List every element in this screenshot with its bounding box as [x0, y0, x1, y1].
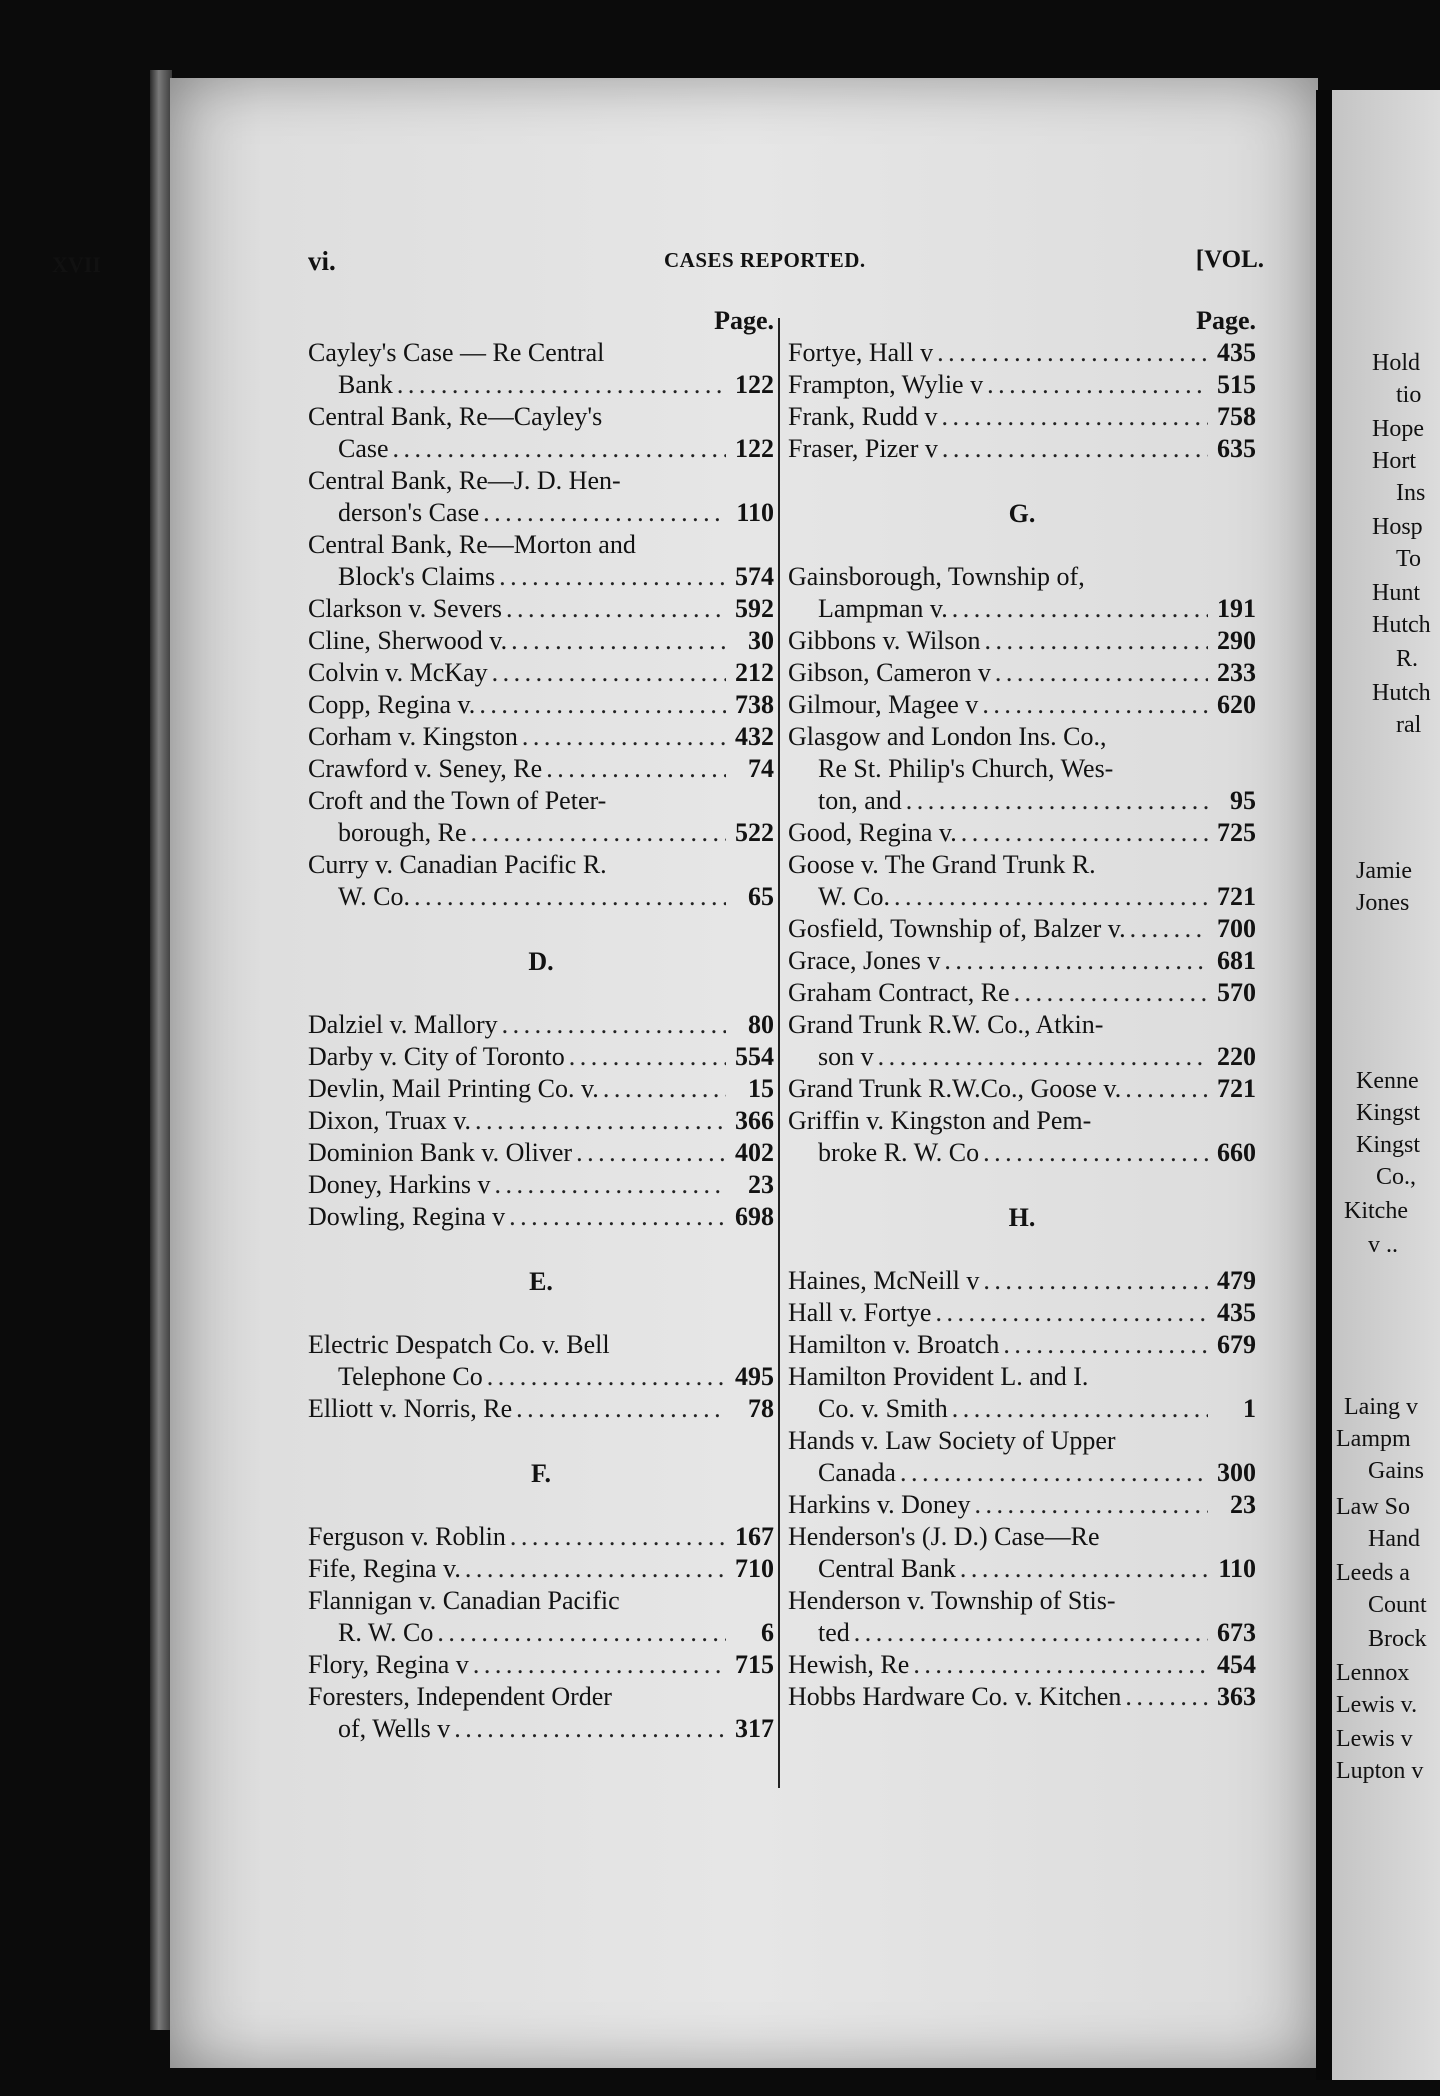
- facing-page-fragment: Laing v: [1344, 1394, 1418, 1420]
- case-name-text: Central Bank, Re—Morton and: [308, 530, 636, 559]
- facing-page-fragment: Lupton v: [1336, 1758, 1424, 1784]
- case-name-text: Curry v. Canadian Pacific R.: [308, 850, 607, 879]
- page-reference: 220: [1217, 1042, 1256, 1071]
- case-name-text: Central Bank, Re—J. D. Hen-: [308, 466, 621, 495]
- index-entry: [788, 946, 1256, 978]
- case-name-text: Henderson v. Township of Stis-: [788, 1586, 1116, 1615]
- leader-dots: [479, 690, 726, 720]
- facing-page-fragment: Hutch: [1372, 680, 1431, 706]
- page-reference: 30: [748, 626, 774, 655]
- case-name-text: W. Co.: [818, 882, 890, 911]
- leader-dots: [878, 1042, 1208, 1072]
- index-entry: [788, 914, 1256, 946]
- leader-dots: [942, 402, 1209, 432]
- case-name-text: Henderson's (J. D.) Case—Re: [788, 1522, 1100, 1551]
- case-name-text: Crawford v. Seney, Re: [308, 754, 543, 783]
- index-entry: [308, 1202, 774, 1234]
- leader-dots: [511, 626, 726, 656]
- index-entry: [308, 1586, 774, 1650]
- column-divider: [778, 318, 780, 1788]
- leader-dots: [546, 754, 726, 784]
- leader-dots: [937, 338, 1208, 368]
- facing-page-fragment: Brock: [1368, 1626, 1427, 1652]
- index-entry: [308, 626, 774, 658]
- case-name-text: Good, Regina v.: [788, 818, 957, 847]
- index-entry: [308, 1042, 774, 1074]
- right-index-column: [788, 306, 1256, 1714]
- page-reference: 191: [1217, 594, 1256, 623]
- book-binding-edge: [150, 70, 172, 2030]
- facing-page-fragment: Count: [1368, 1592, 1427, 1618]
- case-name-text: Harkins v. Doney: [788, 1490, 971, 1519]
- case-name-text: Dalziel v. Mallory: [308, 1010, 498, 1039]
- left-index-column: [308, 306, 774, 1746]
- leader-dots: [437, 1618, 726, 1648]
- leader-dots: [499, 562, 726, 592]
- case-name-text: Frank, Rudd v: [788, 402, 938, 431]
- index-entry: [788, 626, 1256, 658]
- page-reference: 15: [748, 1074, 774, 1103]
- leader-dots: [492, 658, 726, 688]
- leader-dots: [494, 1170, 726, 1200]
- facing-page-fragment: Hosp: [1372, 514, 1423, 540]
- page-reference: 673: [1217, 1618, 1256, 1647]
- index-entry: [788, 1650, 1256, 1682]
- case-name-text: Flory, Regina v: [308, 1650, 469, 1679]
- case-name-text: Grace, Jones v: [788, 946, 941, 975]
- leader-dots: [569, 1042, 726, 1072]
- leader-dots: [471, 818, 726, 848]
- page-reference: 435: [1217, 338, 1256, 367]
- page-gutter: [1316, 90, 1332, 2080]
- page-reference: 432: [735, 722, 774, 751]
- page-reference: 592: [735, 594, 774, 623]
- case-name-text: Fortye, Hall v: [788, 338, 934, 367]
- index-entry: [308, 1394, 774, 1426]
- facing-page-fragment: To: [1396, 546, 1421, 572]
- case-name-text: Hobbs Hardware Co. v. Kitchen: [788, 1682, 1122, 1711]
- case-name-text: Case: [338, 434, 389, 463]
- index-entry: [788, 1010, 1256, 1074]
- case-name-text: Re St. Philip's Church, Wes-: [818, 754, 1114, 783]
- page-reference: 6: [761, 1618, 774, 1647]
- index-entry: [788, 1074, 1256, 1106]
- case-name-text: Hewish, Re: [788, 1650, 910, 1679]
- leader-dots: [982, 690, 1208, 720]
- case-name-text: Fraser, Pizer v: [788, 434, 938, 463]
- facing-page-fragment: Ins: [1396, 480, 1426, 506]
- facing-page-fragment: Hope: [1372, 416, 1424, 442]
- case-name-text: derson's Case: [338, 498, 480, 527]
- case-name-text: Lampman v.: [818, 594, 948, 623]
- case-name-text: ton, and: [818, 786, 902, 815]
- case-name-text: Graham Contract, Re: [788, 978, 1010, 1007]
- leader-dots: [576, 1138, 726, 1168]
- index-entry: [308, 1522, 774, 1554]
- leader-dots: [987, 370, 1208, 400]
- case-name-text: Dowling, Regina v: [308, 1202, 506, 1231]
- index-entry: [308, 850, 774, 914]
- page-reference: 679: [1217, 1330, 1256, 1359]
- index-entry: [788, 978, 1256, 1010]
- leader-dots: [935, 1298, 1208, 1328]
- case-name-text: R. W. Co: [338, 1618, 434, 1647]
- case-name-text: Griffin v. Kingston and Pem-: [788, 1106, 1092, 1135]
- case-name-text: Darby v. City of Toronto: [308, 1042, 565, 1071]
- case-name-text: borough, Re: [338, 818, 467, 847]
- page-reference: 110: [1218, 1554, 1256, 1583]
- index-entry: [308, 1554, 774, 1586]
- page-reference: 23: [1230, 1490, 1256, 1519]
- page-reference: 738: [735, 690, 774, 719]
- case-name-text: Telephone Co: [338, 1362, 483, 1391]
- index-entry: [308, 1682, 774, 1746]
- facing-page-fragment: Co.,: [1376, 1164, 1417, 1190]
- page-reference: 570: [1217, 978, 1256, 1007]
- leader-dots: [900, 1458, 1208, 1488]
- case-name-text: of, Wells v: [338, 1714, 451, 1743]
- case-name-text: Fife, Regina v.: [308, 1554, 461, 1583]
- facing-page-fragment: Kingst: [1356, 1132, 1421, 1158]
- page-reference: 522: [735, 818, 774, 847]
- page-reference: 110: [736, 498, 774, 527]
- page-column-label: Page.: [1196, 306, 1256, 335]
- index-entry: [308, 1330, 774, 1394]
- facing-page-fragment: Hort: [1372, 448, 1416, 474]
- leader-dots: [393, 434, 726, 464]
- case-name-text: Dixon, Truax v.: [308, 1106, 472, 1135]
- index-entry: [308, 1074, 774, 1106]
- case-name-text: Hands v. Law Society of Upper: [788, 1426, 1116, 1455]
- facing-page-fragment: Hand: [1368, 1526, 1420, 1552]
- index-entry: [788, 1490, 1256, 1522]
- page-reference: 758: [1217, 402, 1256, 431]
- leader-dots: [1003, 1330, 1208, 1360]
- facing-page-fragment: Lewis v: [1336, 1726, 1413, 1752]
- case-name-text: Block's Claims: [338, 562, 496, 591]
- case-name-text: Gosfield, Township of, Balzer v.: [788, 914, 1126, 943]
- page-column-label: Page.: [714, 306, 774, 335]
- page-reference: 1: [1243, 1394, 1256, 1423]
- page-reference: 660: [1217, 1138, 1256, 1167]
- facing-page-fragment: Law So: [1336, 1494, 1410, 1520]
- leader-dots: [974, 1490, 1208, 1520]
- running-title: CASES REPORTED.: [664, 248, 866, 272]
- facing-page-fragment: Lennox: [1336, 1660, 1410, 1686]
- page-reference: 454: [1217, 1650, 1256, 1679]
- facing-page-fragment: tio: [1396, 382, 1422, 408]
- leader-dots: [952, 1394, 1208, 1424]
- index-entry: [308, 658, 774, 690]
- index-entry: [308, 1170, 774, 1202]
- index-entry: [788, 562, 1256, 626]
- case-name-text: son v: [818, 1042, 874, 1071]
- page-reference: 620: [1217, 690, 1256, 719]
- case-name-text: Goose v. The Grand Trunk R.: [788, 850, 1096, 879]
- case-name-text: W. Co.: [338, 882, 410, 911]
- section-letter-heading: E.: [529, 1267, 553, 1296]
- facing-page-fragment: Leeds a: [1336, 1560, 1410, 1586]
- volume-label: [VOL.: [1195, 246, 1264, 273]
- leader-dots: [414, 882, 726, 912]
- leader-dots: [465, 1554, 726, 1584]
- index-entry: [788, 1362, 1256, 1426]
- case-name-text: Hall v. Fortye: [788, 1298, 932, 1327]
- page-reference: 402: [735, 1138, 774, 1167]
- case-name-text: Flannigan v. Canadian Pacific: [308, 1586, 620, 1615]
- facing-page-fragment: Lampm: [1336, 1426, 1411, 1452]
- page-number-roman: vi.: [308, 246, 336, 276]
- case-name-text: Gibbons v. Wilson: [788, 626, 981, 655]
- leader-dots: [510, 1522, 726, 1552]
- index-entry: [788, 1586, 1256, 1650]
- page-reference: 721: [1217, 1074, 1256, 1103]
- leader-dots: [1130, 914, 1208, 944]
- case-name-text: Dominion Bank v. Oliver: [308, 1138, 573, 1167]
- index-entry: [788, 402, 1256, 434]
- facing-page-fragment: Gains: [1368, 1458, 1424, 1484]
- case-name-text: Copp, Regina v.: [308, 690, 476, 719]
- facing-page: [1332, 90, 1440, 2080]
- index-entry: [308, 338, 774, 402]
- index-entry: [788, 434, 1256, 466]
- case-name-text: Corham v. Kingston: [308, 722, 518, 751]
- index-entry: [788, 658, 1256, 690]
- case-name-text: Colvin v. McKay: [308, 658, 488, 687]
- page-reference: 435: [1217, 1298, 1256, 1327]
- index-entry: [308, 530, 774, 594]
- leader-dots: [894, 882, 1208, 912]
- index-entry: [788, 1106, 1256, 1170]
- case-name-text: Cline, Sherwood v.: [308, 626, 508, 655]
- leader-dots: [506, 594, 726, 624]
- case-name-text: Elliott v. Norris, Re: [308, 1394, 513, 1423]
- page-header: [308, 246, 1264, 276]
- case-name-text: Ferguson v. Roblin: [308, 1522, 506, 1551]
- case-name-text: Foresters, Independent Order: [308, 1682, 612, 1711]
- page-reference: 366: [735, 1106, 774, 1135]
- page-reference: 80: [748, 1010, 774, 1039]
- leader-dots: [487, 1362, 726, 1392]
- page-reference: 515: [1217, 370, 1256, 399]
- page-reference: 554: [735, 1042, 774, 1071]
- case-name-text: Grand Trunk R.W.Co., Goose v.: [788, 1074, 1122, 1103]
- leader-dots: [942, 434, 1208, 464]
- case-name-text: ted: [818, 1618, 850, 1647]
- page-reference: 715: [735, 1650, 774, 1679]
- facing-page-fragment: Kitche: [1344, 1198, 1408, 1224]
- leader-dots: [960, 1554, 1208, 1584]
- index-entry: [308, 722, 774, 754]
- index-entry: [788, 338, 1256, 370]
- index-entry: [308, 786, 774, 850]
- case-name-text: Doney, Harkins v: [308, 1170, 491, 1199]
- page-reference: 212: [735, 658, 774, 687]
- leader-dots: [983, 1138, 1208, 1168]
- facing-page-header: XVII: [52, 252, 101, 277]
- case-name-text: Gibson, Cameron v: [788, 658, 991, 687]
- page-reference: 300: [1217, 1458, 1256, 1487]
- facing-page-fragment: v ..: [1368, 1232, 1398, 1258]
- index-entry: [308, 594, 774, 626]
- leader-dots: [913, 1650, 1208, 1680]
- case-name-text: Glasgow and London Ins. Co.,: [788, 722, 1107, 751]
- leader-dots: [483, 498, 726, 528]
- leader-dots: [1125, 1074, 1208, 1104]
- page-reference: 290: [1217, 626, 1256, 655]
- facing-page-fragment: R.: [1396, 646, 1419, 672]
- leader-dots: [475, 1106, 726, 1136]
- index-entry: [308, 1106, 774, 1138]
- case-name-text: Cayley's Case — Re Central: [308, 338, 605, 367]
- leader-dots: [473, 1650, 726, 1680]
- page-reference: 710: [735, 1554, 774, 1583]
- page-reference: 95: [1230, 786, 1256, 815]
- facing-page-fragment: Lewis v.: [1336, 1692, 1418, 1718]
- case-name-text: Central Bank: [818, 1554, 956, 1583]
- leader-dots: [854, 1618, 1208, 1648]
- page-reference: 635: [1217, 434, 1256, 463]
- page-reference: 122: [735, 434, 774, 463]
- leader-dots: [1014, 978, 1208, 1008]
- page-reference: 74: [748, 754, 774, 783]
- leader-dots: [906, 786, 1208, 816]
- index-entry: [788, 1522, 1256, 1586]
- case-name-text: Central Bank, Re—Cayley's: [308, 402, 603, 431]
- page-reference: 317: [735, 1714, 774, 1743]
- case-name-text: Grand Trunk R.W. Co., Atkin-: [788, 1010, 1104, 1039]
- leader-dots: [985, 626, 1208, 656]
- leader-dots: [522, 722, 726, 752]
- case-name-text: Clarkson v. Severs: [308, 594, 503, 623]
- leader-dots: [454, 1714, 726, 1744]
- page-reference: 700: [1217, 914, 1256, 943]
- case-name-text: Haines, McNeill v: [788, 1266, 980, 1295]
- leader-dots: [952, 594, 1208, 624]
- page-reference: 78: [748, 1394, 774, 1423]
- case-name-text: Hamilton Provident L. and I.: [788, 1362, 1089, 1391]
- section-letter-heading: H.: [1008, 1203, 1036, 1232]
- index-entry: [788, 370, 1256, 402]
- case-name-text: Hamilton v. Broatch: [788, 1330, 1000, 1359]
- index-entry: [308, 402, 774, 466]
- index-entry: [788, 690, 1256, 722]
- page-reference: 122: [735, 370, 774, 399]
- case-name-text: Gilmour, Magee v: [788, 690, 979, 719]
- page-reference: 363: [1217, 1682, 1256, 1711]
- facing-page-fragment: Hutch: [1372, 612, 1431, 638]
- case-name-text: Gainsborough, Township of,: [788, 562, 1085, 591]
- page-reference: 725: [1217, 818, 1256, 847]
- section-letter-heading: D.: [528, 947, 554, 976]
- case-name-text: Co. v. Smith: [818, 1394, 948, 1423]
- section-letter-heading: F.: [531, 1459, 551, 1488]
- page-reference: 681: [1217, 946, 1256, 975]
- index-entry: [308, 1138, 774, 1170]
- facing-page-fragment: Hunt: [1372, 580, 1420, 606]
- leader-dots: [509, 1202, 726, 1232]
- facing-page-fragment: Jamie: [1356, 858, 1412, 884]
- page-reference: 479: [1217, 1266, 1256, 1295]
- case-name-text: broke R. W. Co: [818, 1138, 980, 1167]
- page-reference: 65: [748, 882, 774, 911]
- index-entry: [308, 754, 774, 786]
- facing-page-fragment: Kenne: [1356, 1068, 1419, 1094]
- leader-dots: [961, 818, 1208, 848]
- leader-dots: [397, 370, 726, 400]
- case-name-text: Croft and the Town of Peter-: [308, 786, 607, 815]
- leader-dots: [995, 658, 1208, 688]
- index-entry: [788, 818, 1256, 850]
- index-entry: [308, 690, 774, 722]
- leader-dots: [1125, 1682, 1208, 1712]
- facing-page-fragment: Hold: [1372, 350, 1420, 376]
- index-entry: [788, 1682, 1256, 1714]
- index-entry: [788, 850, 1256, 914]
- leader-dots: [603, 1074, 726, 1104]
- leader-dots: [944, 946, 1208, 976]
- index-entry: [308, 466, 774, 530]
- index-entry: [788, 1330, 1256, 1362]
- page-reference: 23: [748, 1170, 774, 1199]
- leader-dots: [516, 1394, 726, 1424]
- case-name-text: Frampton, Wylie v: [788, 370, 984, 399]
- page-reference: 721: [1217, 882, 1256, 911]
- page-reference: 698: [735, 1202, 774, 1231]
- index-entry: [308, 1010, 774, 1042]
- section-letter-heading: G.: [1008, 499, 1036, 528]
- index-entry: [308, 1650, 774, 1682]
- leader-dots: [983, 1266, 1208, 1296]
- case-name-text: Bank: [338, 370, 393, 399]
- index-entry: [788, 1266, 1256, 1298]
- case-name-text: Devlin, Mail Printing Co. v.: [308, 1074, 599, 1103]
- case-name-text: Canada: [818, 1458, 896, 1487]
- facing-page-fragment: Kingst: [1356, 1100, 1421, 1126]
- leader-dots: [502, 1010, 726, 1040]
- case-name-text: Electric Despatch Co. v. Bell: [308, 1330, 610, 1359]
- page-reference: 167: [735, 1522, 774, 1551]
- index-entry: [788, 722, 1256, 818]
- facing-page-fragment: Jones: [1356, 890, 1410, 916]
- page-reference: 233: [1217, 658, 1256, 687]
- page-reference: 495: [735, 1362, 774, 1391]
- page-reference: 574: [735, 562, 774, 591]
- index-entry: [788, 1426, 1256, 1490]
- index-entry: [788, 1298, 1256, 1330]
- facing-page-fragment: ral: [1396, 712, 1422, 738]
